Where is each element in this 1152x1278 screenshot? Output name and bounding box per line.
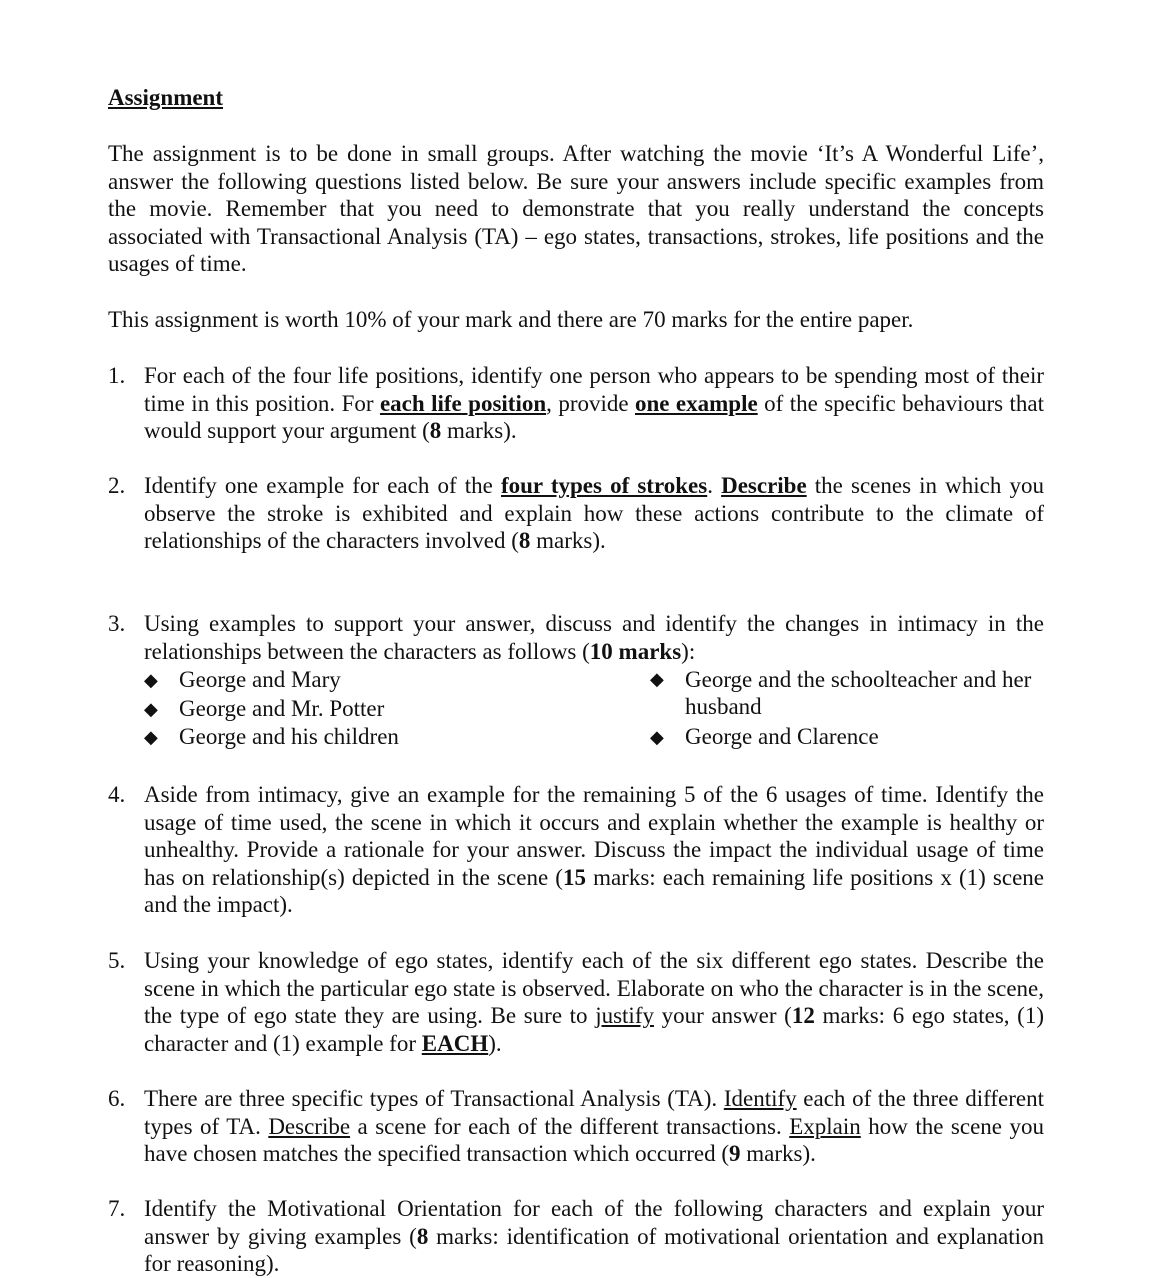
question-number: 7. <box>108 1196 126 1221</box>
question-number: 1. <box>108 363 126 388</box>
assignment-heading: Assignment <box>108 85 224 110</box>
diamond-bullet-icon: ◆ <box>650 727 664 747</box>
question-7 <box>108 1195 1044 1278</box>
diamond-bullet-icon: ◆ <box>144 698 158 719</box>
list-item: ◆ George and Mary <box>144 666 634 695</box>
question-text: There are three specific types of Transactional Analysis (TA). Identify each of the three different types of TA. Describe a scene for each of the different transactions. Explain how the scene you have chosen matches the specified transaction which occurred (9 marks). <box>144 1086 1045 1167</box>
question-4 <box>108 781 1044 919</box>
bullet-column-left <box>144 666 634 752</box>
question-text: Using examples to support your answer, discuss and identify the changes in intimacy in the relationships between the characters as follows (10 marks): <box>144 611 1044 664</box>
question-3 <box>108 610 1044 665</box>
question-text: For each of the four life positions, identify one person who appears to be spending most of their time in this position. For each life position, provide one example of the specific behaviours that would support your argument (8 marks). <box>144 363 1044 444</box>
question-number: 3. <box>108 611 126 636</box>
diamond-bullet-icon: ◆ <box>144 670 158 690</box>
question-text: Identify the Motivational Orientation for each of the following characters and explain your answer by giving examples (8 marks: identification of motivational orientation and explanation for reasoning). <box>144 1196 1044 1277</box>
bullet-column-right <box>650 666 1050 752</box>
question-2 <box>108 472 1044 555</box>
question-number: 6. <box>108 1086 126 1111</box>
diamond-bullet-icon: ◆ <box>144 727 158 747</box>
list-item: ◆ George and Clarence <box>650 723 1050 752</box>
question-1 <box>108 362 1044 445</box>
list-item: ◆ George and his children <box>144 723 634 752</box>
intro-paragraph: The assignment is to be done in small groups. After watching the movie ‘It’s A Wonderful Life’, answer the following questions listed below. Be sure your answers include specific examples from the movie. Remember that you need to demonstrate that you really understand the concepts associated with Transactional Analysis (TA) – ego states, transactions, strokes, life positions and the usages of time. <box>108 141 1044 277</box>
question-text: Aside from intimacy, give an example for the remaining 5 of the 6 usages of time. Identify the usage of time used, the scene in which it occurs and explain whether the example is healthy or unhealthy. Provide a rationale for your answer. Discuss the impact the individual usage of time has on relationship(s) depicted in the scene (15 marks: each remaining life positions x (1) scene and the impact). <box>144 782 1044 918</box>
question-number: 5. <box>108 948 126 973</box>
worth-paragraph: This assignment is worth 10% of your mark and there are 70 marks for the entire paper. <box>108 307 914 332</box>
list-item: ◆ George and the schoolteacher and her husband <box>650 667 1032 719</box>
question-number: 2. <box>108 473 126 498</box>
question-text: Using your knowledge of ego states, identify each of the six different ego states. Describe the scene in which the particular ego state is observed. Elaborate on who the character is in the scene, the type of ego state they are using. Be sure to justify your answer (12 marks: 6 ego states, (1) character and (1) example for EACH). <box>144 948 1044 1056</box>
question-6 <box>108 1085 1044 1168</box>
diamond-bullet-icon: ◆ <box>650 669 664 689</box>
question-text: Identify one example for each of the four types of strokes. Describe the scenes in which you observe the stroke is exhibited and explain how these actions contribute to the climate of relationships of the characters involved (8 marks). <box>144 473 1045 554</box>
question-5 <box>108 947 1044 1057</box>
question-number: 4. <box>108 782 126 807</box>
list-item: ◆ George and Mr. Potter <box>144 695 634 724</box>
